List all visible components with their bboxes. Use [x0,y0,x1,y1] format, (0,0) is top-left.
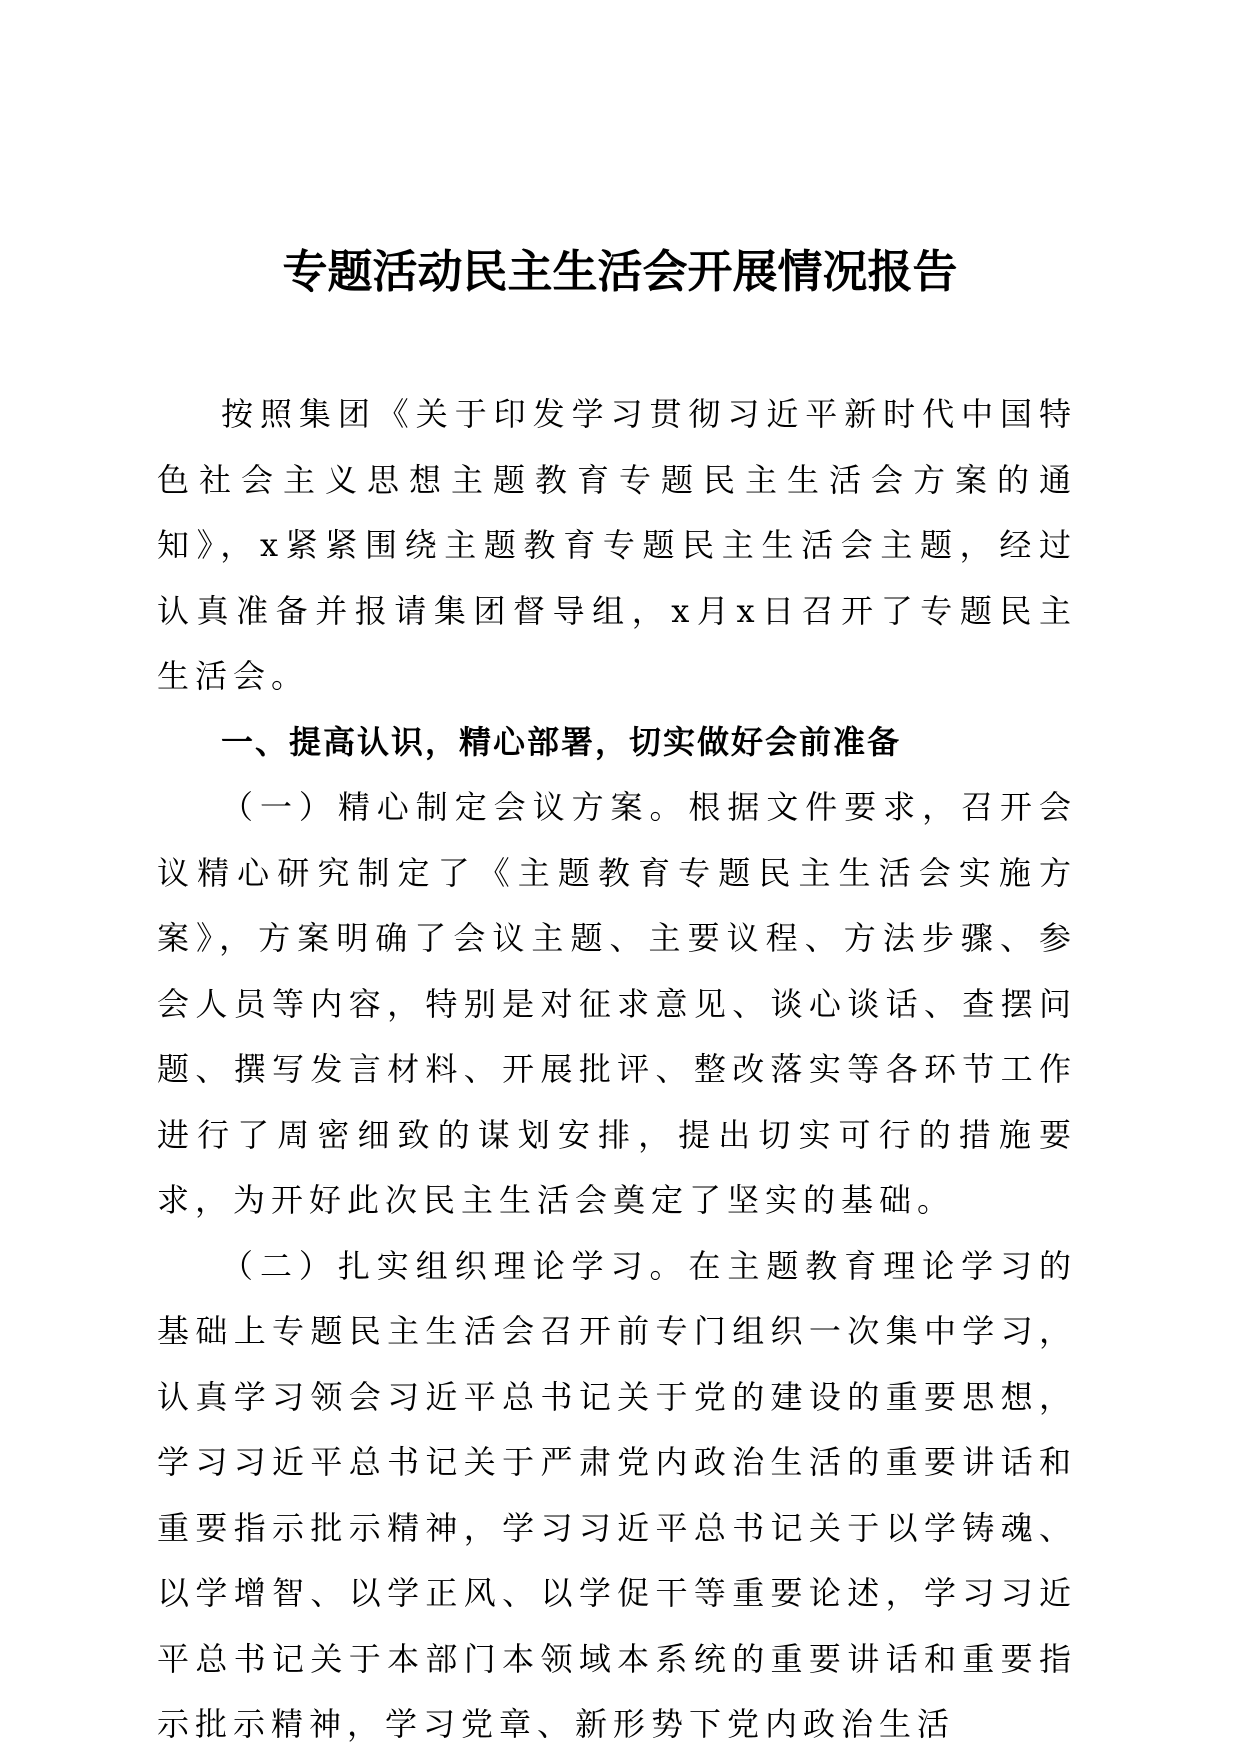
intro-paragraph: 按照集团《关于印发学习贯彻习近平新时代中国特色社会主义思想主题教育专题民主生活会方案的通知》，x紧紧围绕主题教育专题民主生活会主题，经过认真准备并报请集团督导组，x月x日召开了专题民主生活会。 [157,395,1077,695]
paragraph-1-1: （一）精心制定会议方案。根据文件要求，召开会议精心研究制定了《主题教育专题民主生活会实施方案》，方案明确了会议主题、主要议程、方法步骤、参会人员等内容，特别是对征求意见、谈心谈话、查摆问题、撰写发言材料、开展批评、整改落实等各环节工作进行了周密细致的谋划安排，提出切实可行的措施要求，为开好此次民主生活会奠定了坚实的基础。 [157,788,1077,1219]
document-body [157,382,1077,1758]
section-heading-1: 一、提高认识，精心部署，切实做好会前准备 [221,722,902,761]
document-title: 专题活动民主生活会开展情况报告 [282,245,958,298]
paragraph-1-2: （二）扎实组织理论学习。在主题教育理论学习的基础上专题民主生活会召开前专门组织一次集中学习，认真学习领会习近平总书记关于党的建设的重要思想，学习习近平总书记关于严肃党内政治生活的重要讲话和重要指示批示精神，学习习近平总书记关于以学铸魂、以学增智、以学正风、以学促干等重要论述，学习习近平总书记关于本部门本领域本系统的重要讲话和重要指示批示精神，学习党章、新形势下党内政治生活 [157,1246,1077,1743]
